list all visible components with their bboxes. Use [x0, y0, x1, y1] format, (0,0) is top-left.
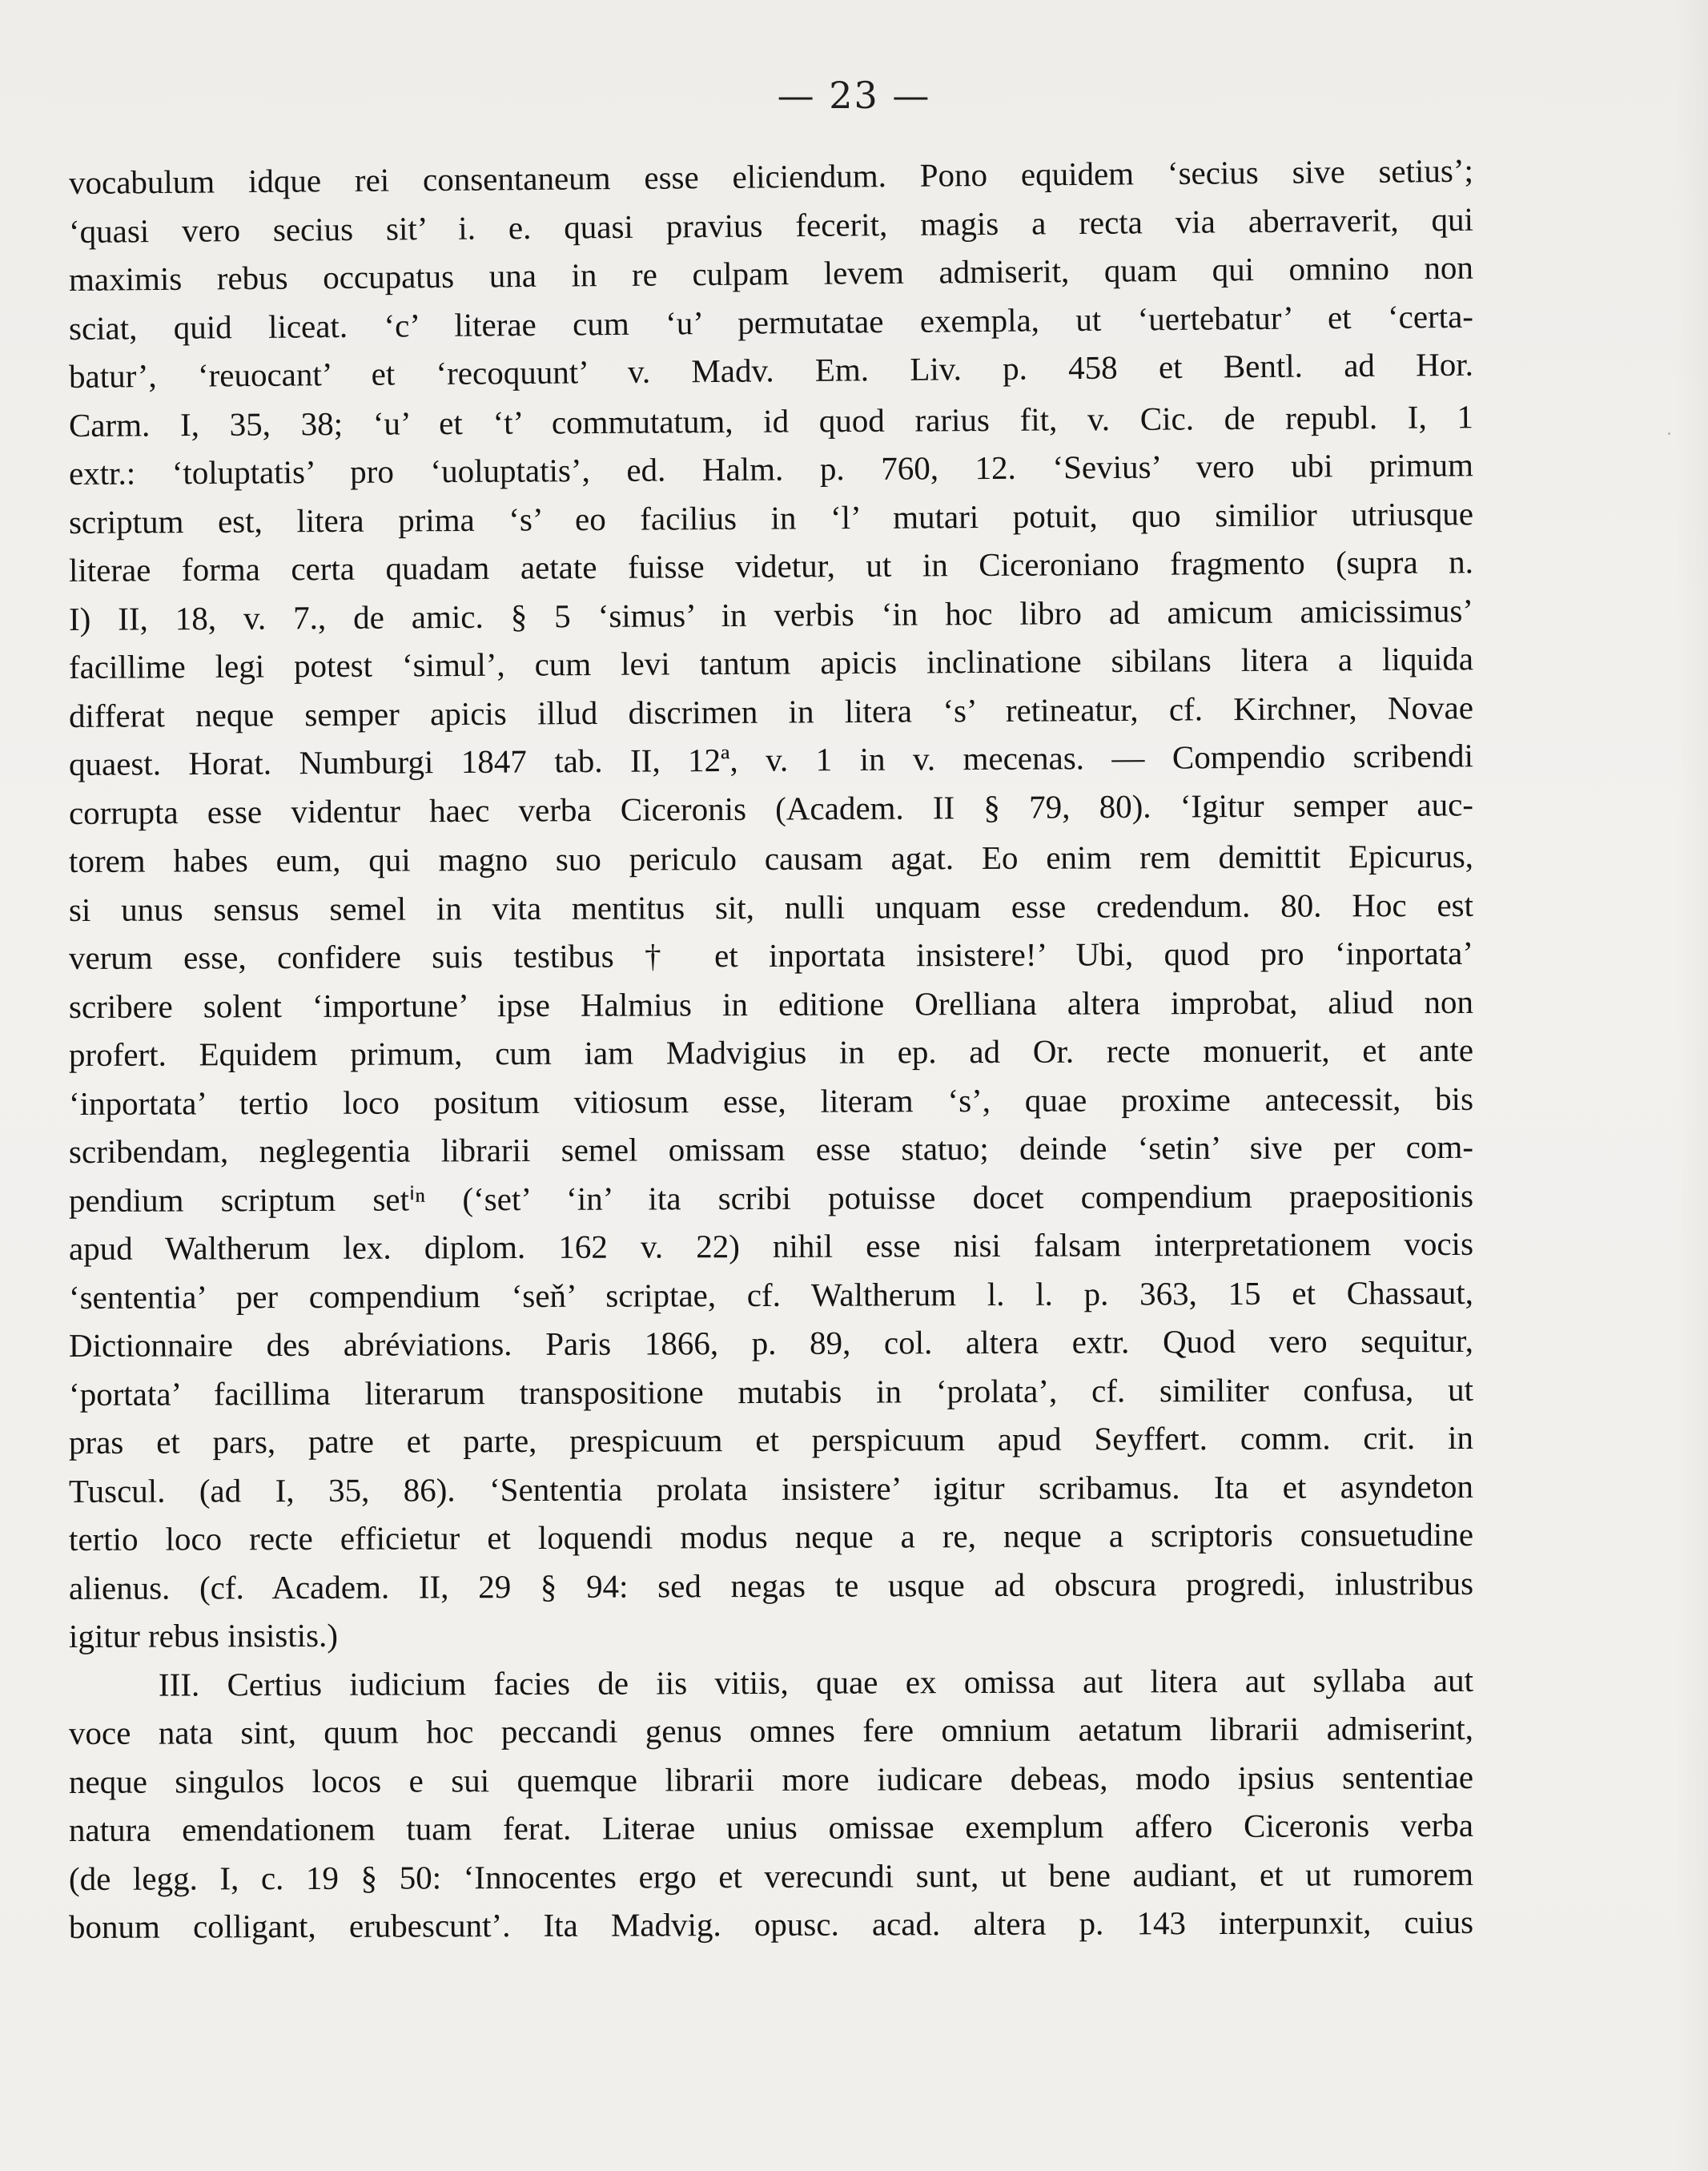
text-line: ‘inportata’ tertio loco positum vitiosum esse, literam ‘s’, quae proxime antecessit, bis	[68, 1079, 1474, 1122]
text-line: natura emendationem tuam ferat. Literae unius omissae exemplum affero Ciceronis verba	[68, 1806, 1474, 1848]
text-line: scriptum est, litera prima ‘s’ eo facilius in ‘l’ mutari potuit, quo similior utriusque	[68, 494, 1474, 541]
text-line: literae forma certa quadam aetate fuisse videtur, ut in Ciceroniano fragmento (supra n.	[68, 543, 1474, 589]
text-line: igitur rebus insistis.)	[68, 1616, 339, 1654]
page-number: — 23 —	[777, 74, 931, 117]
text-line: torem habes eum, qui magno suo periculo causam agat. Eo enim rem demittit Epicurus,	[68, 837, 1474, 879]
body-text	[68, 151, 1474, 1952]
text-line: voce nata sint, quum hoc peccandi genus omnes fere omnium aetatum librarii admiserint,	[68, 1709, 1474, 1751]
text-line: scribendam, neglegentia librarii semel omissam esse statuo; deinde ‘setin’ sive per com-	[68, 1128, 1474, 1170]
page-edge-shadow	[1676, 0, 1708, 2171]
text-line: neque singulos locos e sui quemque librarii more iudicare debeas, modo ipsius sententiae	[68, 1758, 1474, 1800]
text-line: pras et pars, patre et parte, prespicuum et perspicuum apud Seyffert. comm. crit. in	[68, 1418, 1474, 1461]
text-line: extr.: ‘toluptatis’ pro ‘uoluptatis’, ed. Halm. p. 760, 12. ‘Sevius’ vero ubi primum	[68, 446, 1474, 492]
text-line: ‘quasi vero secius sit’ i. e. quasi pravius fecerit, magis a recta via aberraverit, qui	[68, 200, 1474, 250]
text-line: bonum colligant, erubescunt’. Ita Madvig. opusc. acad. altera p. 143 interpunxit, cuius	[68, 1903, 1474, 1945]
text-line: facillime legi potest ‘simul’, cum levi tantum apicis inclinatione sibilans litera a liquida	[68, 640, 1474, 685]
paper-speck	[1668, 432, 1670, 435]
paragraph-start-line: III. Certius iudicium facies de iis vitiis, quae ex omissa aut litera aut syllaba aut	[158, 1661, 1474, 1703]
text-line: (de legg. I, c. 19 § 50: ‘Innocentes ergo et verecundi sunt, ut bene audiant, et ut rumorem	[68, 1855, 1474, 1897]
text-line: Dictionnaire des abréviations. Paris 1866, p. 89, col. altera extr. Quod vero sequitur,	[68, 1321, 1474, 1364]
text-line: vocabulum idque rei consentaneum esse eliciendum. Pono equidem ‘secius sive setius’;	[68, 151, 1474, 201]
text-line: ‘portata’ facillima literarum transpositione mutabis in ‘prolata’, cf. similiter confusa, ut	[68, 1370, 1474, 1413]
text-line: corrupta esse videntur haec verba Ciceronis (Academ. II § 79, 80). ‘Igitur semper auc-	[68, 785, 1474, 831]
text-line: ‘sententia’ per compendium ‘seň’ scriptae, cf. Waltherum l. l. p. 363, 15 et Chassaut,	[68, 1273, 1474, 1316]
text-line: profert. Equidem primum, cum iam Madvigius in ep. ad Or. recte monuerit, et ante	[68, 1031, 1474, 1073]
text-line: differat neque semper apicis illud discrimen in litera ‘s’ retineatur, cf. Kirchner, Novae	[68, 688, 1474, 734]
text-line: maximis rebus occupatus una in re culpam levem admiserit, quam qui omnino non	[68, 248, 1474, 298]
text-line: Tuscul. (ad I, 35, 86). ‘Sententia prolata insistere’ igitur scribamus. Ita et asyndeton	[68, 1467, 1474, 1510]
text-line: pendium scriptum setⁱⁿ (‘set’ ‘in’ ita scribi potuisse docet compendium praepositionis	[68, 1176, 1474, 1219]
text-line: alienus. (cf. Academ. II, 29 § 94: sed negas te usque ad obscura progredi, inlustribus	[68, 1564, 1474, 1606]
text-line: si unus sensus semel in vita mentitus sit, nulli unquam esse credendum. 80. Hoc est	[68, 886, 1474, 928]
text-line: scribere solent ‘importune’ ipse Halmius in editione Orelliana altera improbat, aliud non	[68, 983, 1474, 1025]
text-line: verum esse, confidere suis testibus † et inportata insistere!’ Ubi, quod pro ‘inportata’	[68, 934, 1474, 976]
text-line: apud Waltherum lex. diplom. 162 v. 22) nihil esse nisi falsam interpretationem vocis	[68, 1224, 1474, 1267]
text-line: I) II, 18, v. 7., de amic. § 5 ‘simus’ in verbis ‘in hoc libro ad amicum amicissimus’	[68, 591, 1474, 637]
text-line: sciat, quid liceat. ‘c’ literae cum ‘u’ permutatae exempla, ut ‘uertebatur’ et ‘certa-	[68, 297, 1474, 347]
text-line: Carm. I, 35, 38; ‘u’ et ‘t’ commutatum, id quod rarius fit, v. Cic. de republ. I, 1	[68, 397, 1474, 444]
text-line: batur’, ‘reuocant’ et ‘recoquunt’ v. Madv. Em. Liv. p. 458 et Bentl. ad Hor.	[68, 345, 1474, 395]
text-line: tertio loco recte efficietur et loquendi modus neque a re, neque a scriptoris consuetudine	[68, 1515, 1474, 1558]
text-line: quaest. Horat. Numburgi 1847 tab. II, 12ª, v. 1 in v. mecenas. — Compendio scribendi	[68, 737, 1474, 782]
